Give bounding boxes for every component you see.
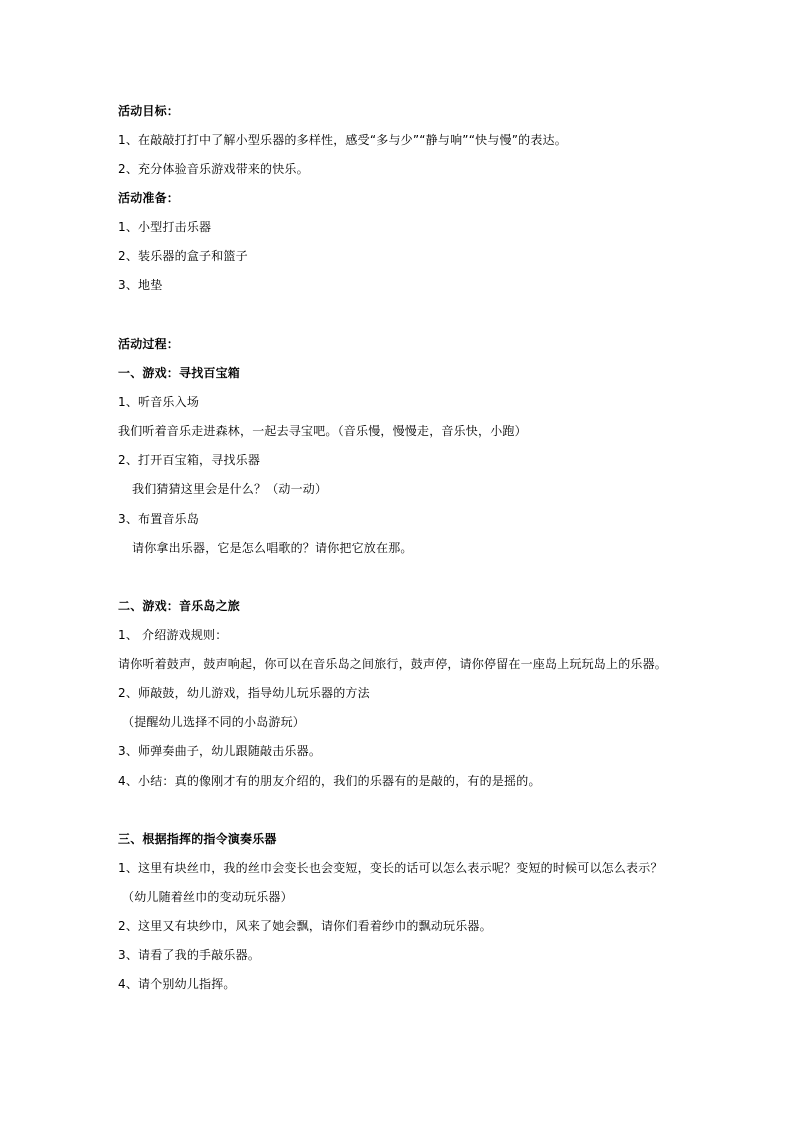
section-2-step-3: 3、师弹奏曲子，幼儿跟随敲击乐器。	[118, 744, 322, 758]
goal-1: 1、在敲敲打打中了解小型乐器的多样性，感受“多与少”“静与响”“快与慢”的表达。	[118, 133, 567, 147]
section-1-step-3: 3、布置音乐岛	[118, 512, 200, 526]
section-2-step-1-text: 请你听着鼓声，鼓声响起，你可以在音乐岛之间旅行，鼓声停，请你停留在一座岛上玩玩岛上的乐器。	[118, 657, 668, 671]
section-1-heading: 一、游戏：寻找百宝箱	[118, 366, 241, 380]
section-1-step-2: 2、打开百宝箱，寻找乐器	[118, 453, 261, 467]
section-2-step-2: 2、师敲鼓，幼儿游戏，指导幼儿玩乐器的方法	[118, 686, 370, 700]
section-2-step-1: 1、 介绍游戏规则：	[118, 628, 228, 642]
prep-item-2: 2、装乐器的盒子和篮子	[118, 249, 248, 263]
process-heading: 活动过程：	[118, 337, 180, 351]
section-2-step-2-text: （提醒幼儿选择不同的小岛游玩）	[122, 715, 306, 729]
prep-item-1: 1、小型打击乐器	[118, 220, 212, 234]
section-3-step-1-text: （幼儿随着丝巾的变动玩乐器）	[122, 890, 293, 904]
section-3-step-4: 4、请个别幼儿指挥。	[118, 977, 236, 991]
section-1-step-1-text: 我们听着音乐走进森林，一起去寻宝吧。（音乐慢，慢慢走，音乐快，小跑）	[118, 424, 527, 438]
section-1-step-3-text: 请你拿出乐器，它是怎么唱歌的？请你把它放在那。	[132, 541, 413, 555]
goals-heading: 活动目标：	[118, 104, 180, 118]
section-3-step-2: 2、这里又有块纱巾，风来了她会飘，请你们看着纱巾的飘动玩乐器。	[118, 919, 492, 933]
section-2-step-4: 4、小结：真的像刚才有的朋友介绍的，我们的乐器有的是敲的，有的是摇的。	[118, 774, 541, 788]
goal-2: 2、充分体验音乐游戏带来的快乐。	[118, 162, 309, 176]
section-2-heading: 二、游戏：音乐岛之旅	[118, 599, 241, 613]
section-1-step-1: 1、听音乐入场	[118, 395, 200, 409]
prep-item-3: 3、地垫	[118, 278, 163, 292]
section-3-heading: 三、根据指挥的指令演奏乐器	[118, 832, 277, 846]
section-3-step-3: 3、请看了我的手敲乐器。	[118, 948, 261, 962]
section-3-step-1: 1、这里有块丝巾，我的丝巾会变长也会变短，变长的话可以怎么表示呢？变短的时候可以怎么表示？	[118, 861, 663, 875]
section-1-step-2-text: 我们猜猜这里会是什么？（动一动）	[132, 482, 328, 496]
prep-heading: 活动准备：	[118, 191, 180, 205]
